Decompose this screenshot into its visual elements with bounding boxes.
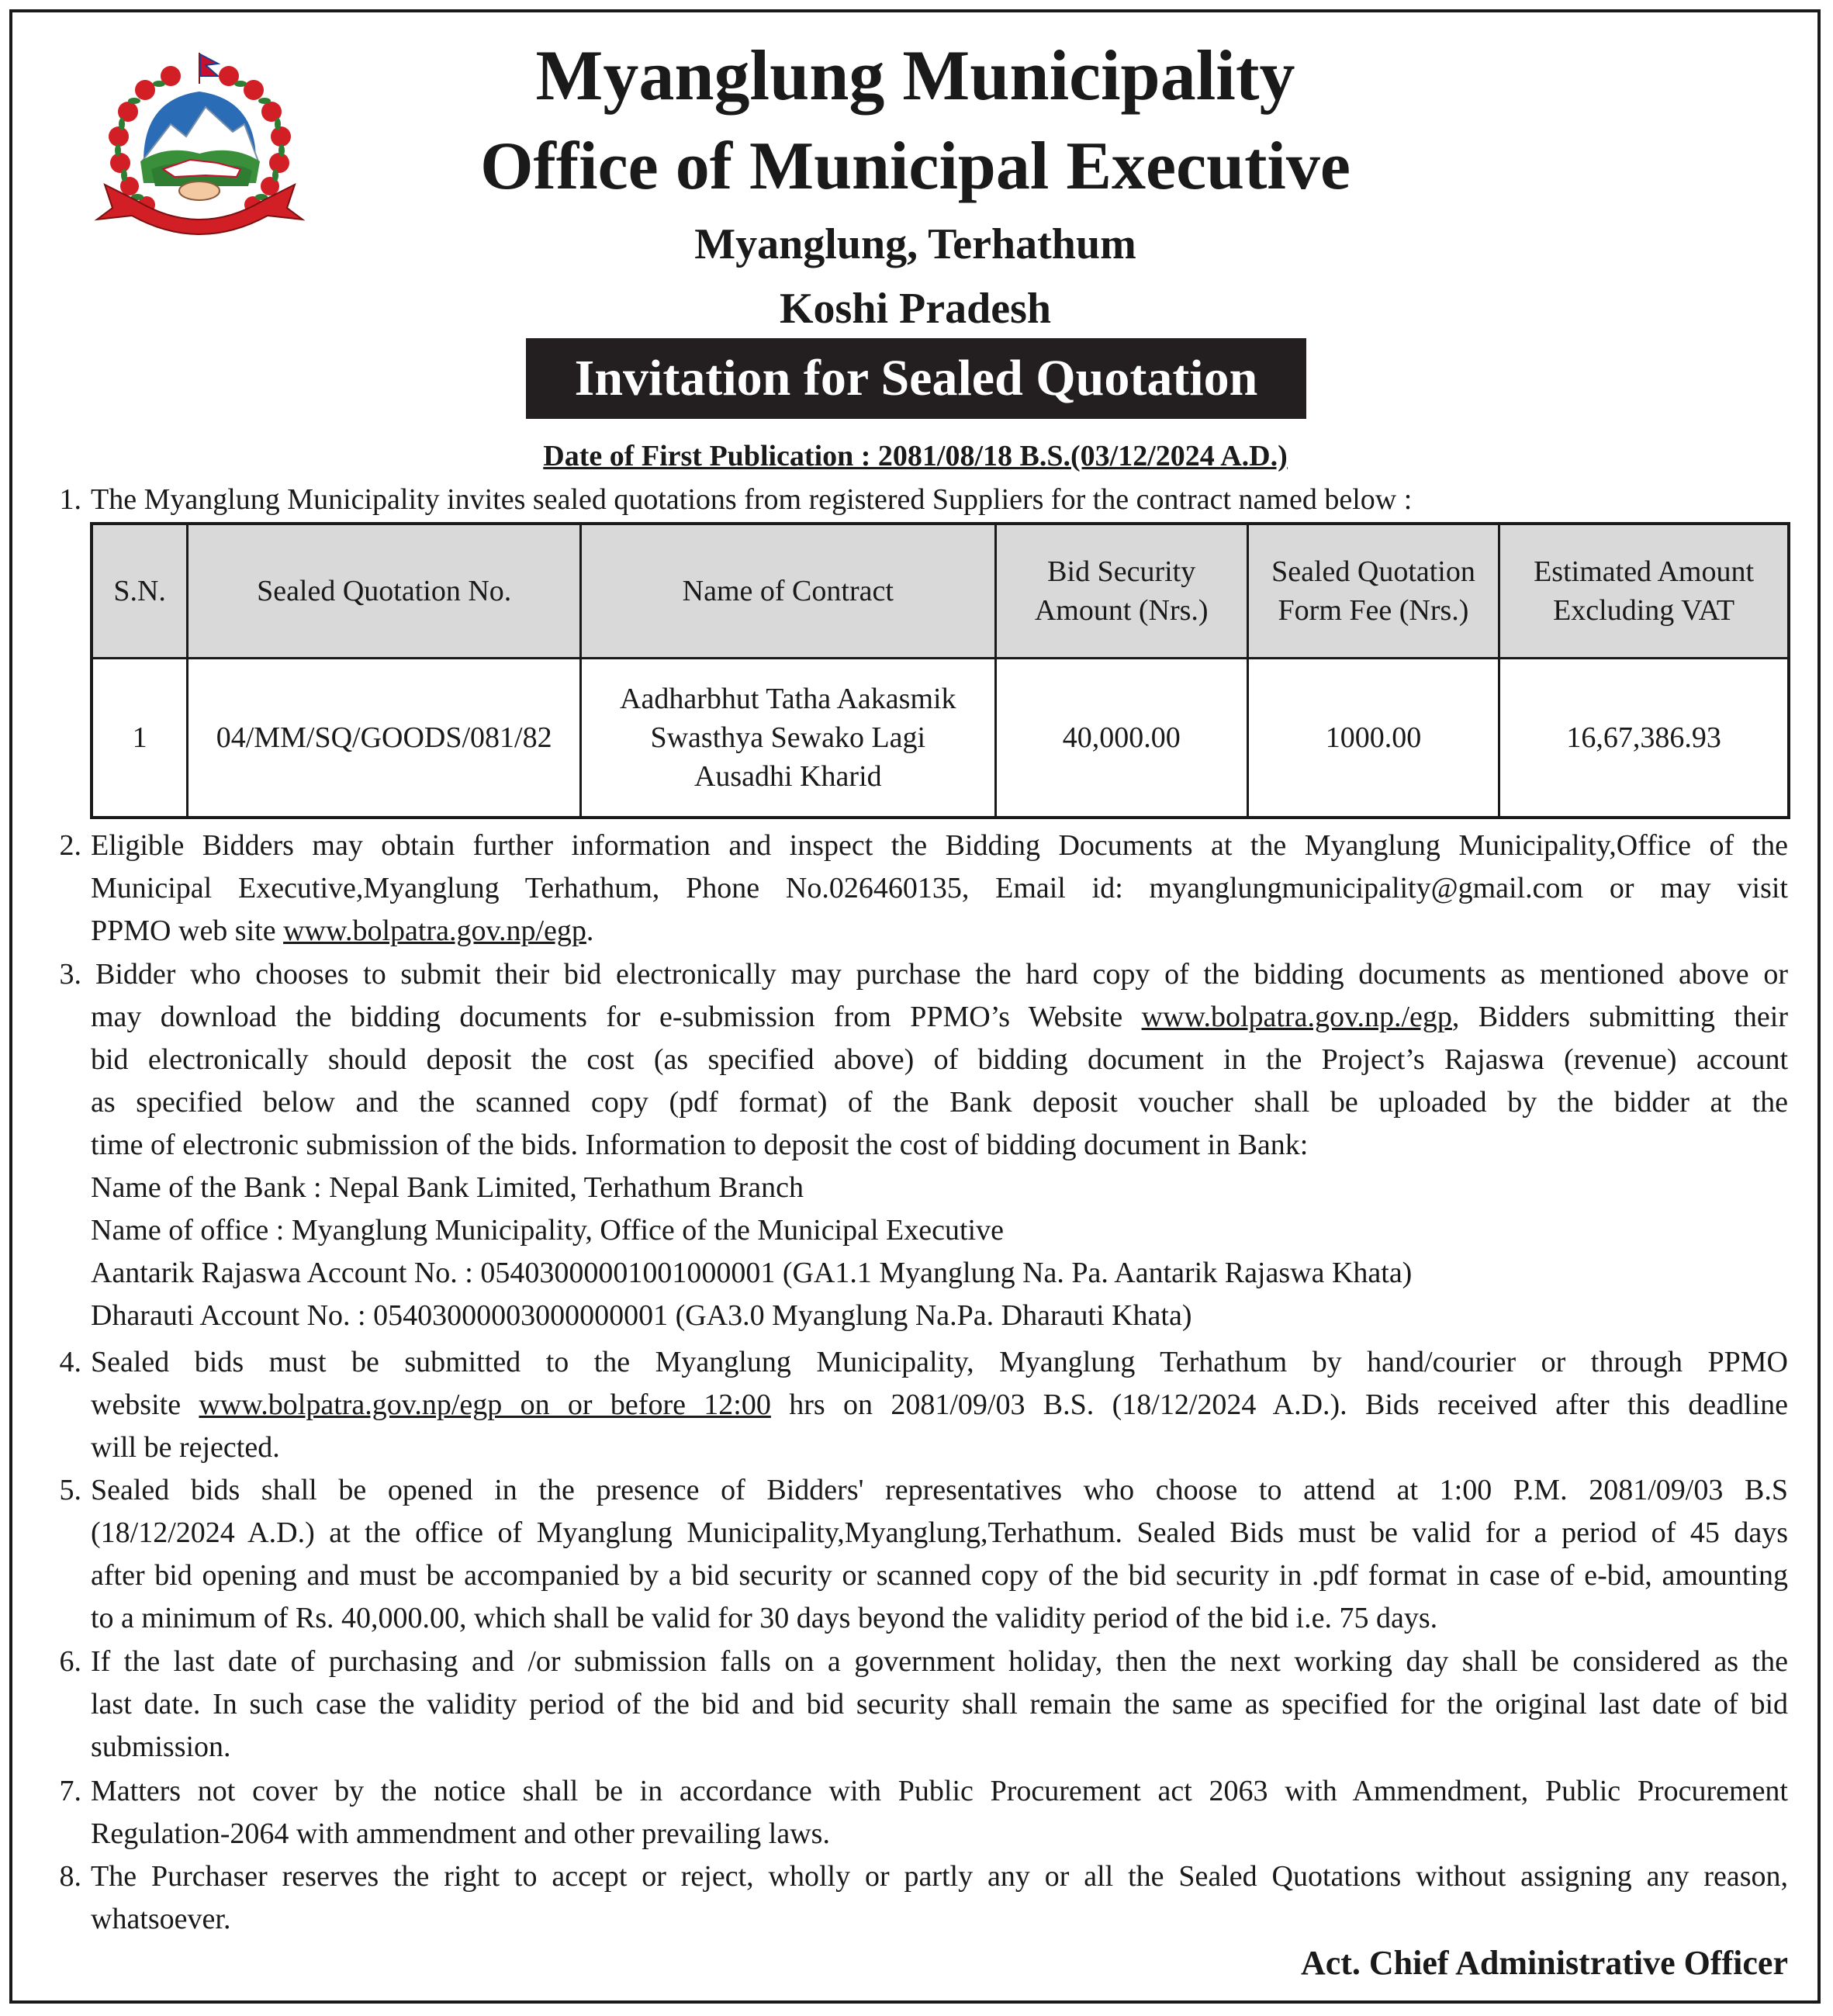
cell-form-fee: 1000.00 [1247, 659, 1499, 818]
header-line: Bid Security [1047, 555, 1196, 588]
clause-8 [43, 1855, 1788, 1941]
nepal-government-emblem-icon [89, 53, 310, 247]
egp-link[interactable]: www.bolpatra.gov.np/egp [283, 915, 586, 947]
clause-number: 5. [59, 1474, 81, 1506]
publication-date: Date of First Publication : 2081/08/18 B.S.(03/12/2024 A.D.) [543, 440, 1288, 472]
clause-line: (18/12/2024 A.D.) at the office of Myanglung Municipality,Myanglung,Terhathum. Sealed Bids must be valid for a period of 45 days [91, 1516, 1788, 1549]
col-quotation-no: Sealed Quotation No. [188, 524, 581, 659]
col-contract-name: Name of Contract [581, 524, 996, 659]
header-line: Amount (Nrs.) [1034, 594, 1209, 627]
clause-line: The Purchaser reserves the right to accept or reject, wholly or partly any or all the Sealed Quotations without assigning any reason, [91, 1860, 1788, 1893]
clause-2 [43, 825, 1788, 953]
header-line: Sealed Quotation [1271, 555, 1475, 588]
col-form-fee [1247, 524, 1499, 659]
clause-line: bid electronically should deposit the cost (as specified above) of bidding document in the Project’s Rajaswa (revenue) account [91, 1043, 1788, 1076]
clause-line: submission. [91, 1731, 231, 1763]
clause-4 [43, 1341, 1788, 1469]
clause-line: time of electronic submission of the bids. Information to deposit the cost of bidding document in Bank: [91, 1129, 1309, 1161]
clause-number: 6. [59, 1645, 81, 1678]
egp-link[interactable]: www.bolpatra.gov.np/egp on or before 12:00 [199, 1388, 771, 1421]
clause-line: whatsoever. [91, 1903, 231, 1935]
header-line: Form Fee (Nrs.) [1278, 594, 1469, 627]
contract-line: Swasthya Sewako Lagi [650, 721, 926, 754]
clause-6 [43, 1641, 1788, 1769]
table-header-row [92, 524, 1789, 659]
cell-bid-security: 40,000.00 [995, 659, 1247, 818]
clause-line: will be rejected. [91, 1431, 280, 1464]
clause-1 [43, 479, 1788, 521]
cell-contract-name [581, 659, 996, 818]
clause-number: 7. [59, 1775, 81, 1807]
clause-line [91, 996, 1788, 1039]
clause-line: after bid opening and must be accompanied by a bid security or scanned copy of the bid security in .pdf format in case of e-bid, amounting [91, 1559, 1788, 1592]
text-segment: may download the bidding documents for e-submission from PPMO’s Website [91, 1001, 1142, 1033]
col-sn: S.N. [92, 524, 188, 659]
clause-number: 1. [59, 483, 81, 516]
cell-quotation-no: 04/MM/SQ/GOODS/081/82 [188, 659, 581, 818]
office-name: Name of office : Myanglung Municipality, Office of the Municipal Executive [91, 1214, 1004, 1247]
cell-sn: 1 [92, 659, 188, 818]
text-segment: , Bidders submitting their [1451, 1001, 1788, 1033]
clause-line: Eligible Bidders may obtain further information and inspect the Bidding Documents at the Myanglung Municipality,Office of the [91, 829, 1788, 862]
text-segment: hrs on 2081/09/03 B.S. (18/12/2024 A.D.). Bids received after this deadline [770, 1388, 1788, 1421]
col-bid-security [995, 524, 1247, 659]
clause-number: 2. [59, 829, 81, 862]
province-line: Koshi Pradesh [779, 285, 1052, 333]
table-row [92, 659, 1789, 818]
clause-3 [43, 953, 1788, 1337]
bank-name: Name of the Bank : Nepal Bank Limited, Terhathum Branch [91, 1171, 804, 1204]
col-estimated-amount [1499, 524, 1789, 659]
clause-line: Municipal Executive,Myanglung Terhathum, Phone No.026460135, Email id: myanglungmunicipality@gmail.com or may visit [91, 872, 1788, 904]
clause-line: Matters not cover by the notice shall be in accordance with Public Procurement act 2063 with Ammendment, Public Procurement [91, 1775, 1788, 1807]
signatory-title: Act. Chief Administrative Officer [1300, 1944, 1788, 1982]
deposit-account: Dharauti Account No. : 05403000003000000001 (GA3.0 Myanglung Na.Pa. Dharauti Khata) [91, 1299, 1192, 1332]
cell-estimated-amount: 16,67,386.93 [1499, 659, 1789, 818]
municipality-title: Myanglung Municipality [535, 36, 1295, 115]
clause-line [91, 1384, 1788, 1426]
clause-5 [43, 1469, 1788, 1640]
clause-line: If the last date of purchasing and /or submission falls on a government holiday, then the next working day shall be considered as the [91, 1645, 1788, 1678]
notice-banner: Invitation for Sealed Quotation [526, 338, 1306, 419]
clause-number: 8. [59, 1860, 81, 1893]
clause-line [91, 910, 1788, 953]
text-segment: website [91, 1388, 199, 1421]
clause-number: 3. [59, 958, 81, 991]
text-segment: . [586, 915, 594, 947]
egp-link[interactable]: www.bolpatra.gov.np./egp [1141, 1001, 1452, 1033]
quotation-table [90, 522, 1790, 819]
clause-text: The Myanglung Municipality invites sealed quotations from registered Suppliers for the contract named below : [91, 483, 1413, 516]
contract-line: Aadharbhut Tatha Aakasmik [620, 683, 956, 715]
text-segment: PPMO web site [91, 915, 284, 947]
clause-7 [43, 1770, 1788, 1855]
office-title: Office of Municipal Executive [480, 129, 1351, 204]
clause-number: 4. [59, 1346, 81, 1378]
header-line: Estimated Amount [1534, 555, 1755, 588]
clause-line: Sealed bids shall be opened in the presence of Bidders' representatives who choose to attend at 1:00 P.M. 2081/09/03 B.S [91, 1474, 1788, 1506]
clause-line: to a minimum of Rs. 40,000.00, which shall be valid for 30 days beyond the validity period of the bid i.e. 75 days. [91, 1602, 1438, 1634]
clause-line: last date. In such case the validity period of the bid and bid security shall remain the same as specified for the original last date of bid [91, 1688, 1788, 1720]
clause-line: as specified below and the scanned copy (pdf format) of the Bank deposit voucher shall be uploaded by the bidder at the [91, 1086, 1788, 1119]
header-line: Excluding VAT [1553, 594, 1735, 627]
clause-line: Bidder who chooses to submit their bid electronically may purchase the hard copy of the bidding documents as mentioned above or [95, 958, 1788, 991]
location-line: Myanglung, Terhathum [694, 220, 1136, 268]
contract-line: Ausadhi Kharid [693, 760, 882, 793]
clause-line: Sealed bids must be submitted to the Myanglung Municipality, Myanglung Terhathum by hand/courier or through PPMO [91, 1346, 1788, 1378]
clause-line: Regulation-2064 with ammendment and other prevailing laws. [91, 1817, 830, 1850]
revenue-account: Aantarik Rajaswa Account No. : 05403000001001000001 (GA1.1 Myanglung Na. Pa. Aantarik Rajaswa Khata) [91, 1257, 1413, 1289]
